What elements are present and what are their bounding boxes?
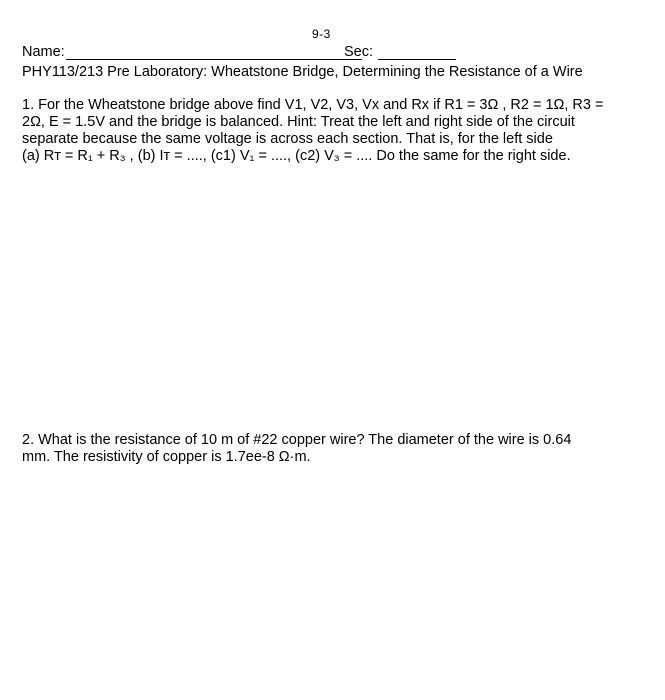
- question-2-line: mm. The resistivity of copper is 1.7ee-8 Ω·m.: [22, 449, 311, 465]
- question-1-line: separate because the same voltage is across each section. That is, for the left side: [22, 131, 553, 147]
- question-2-line: 2. What is the resistance of 10 m of #22 copper wire? The diameter of the wire is 0.64: [22, 432, 572, 448]
- question-1-line: 1. For the Wheatstone bridge above find V1, V2, V3, Vx and Rx if R1 = 3Ω , R2 = 1Ω, R3 =: [22, 97, 604, 113]
- question-1: [22, 97, 603, 165]
- name-label: Name:: [22, 44, 65, 60]
- sec-blank-line: [378, 59, 456, 60]
- document-title: PHY113/213 Pre Laboratory: Wheatstone Bridge, Determining the Resistance of a Wire: [22, 64, 583, 80]
- name-blank-line: [66, 59, 362, 60]
- question-1-line: 2Ω, E = 1.5V and the bridge is balanced. Hint: Treat the left and right side of the circuit: [22, 114, 575, 130]
- page-number: 9-3: [312, 27, 331, 41]
- question-2: [22, 432, 571, 466]
- header-fields: [22, 44, 642, 64]
- sec-label: Sec:: [344, 44, 374, 60]
- question-1-line: (a) Rᴛ = R₁ + R₃ , (b) Iᴛ = ...., (c1) V₁ = ...., (c2) V₃ = .... Do the same for the right side.: [22, 148, 571, 164]
